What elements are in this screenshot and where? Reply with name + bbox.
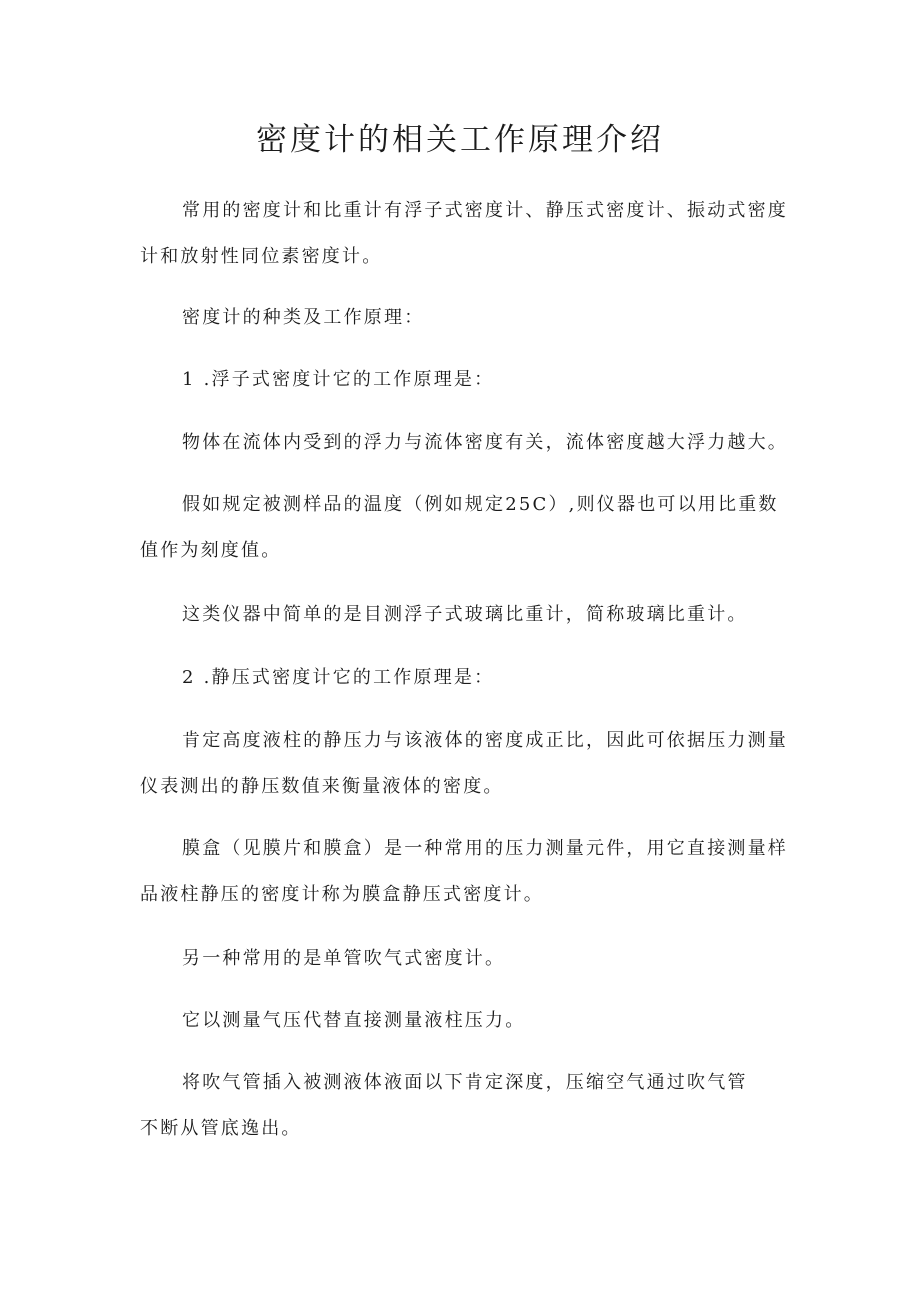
- paragraph-temperature: 假如规定被测样品的温度（例如规定25C）,则仪器也可以用比重数值作为刻度值。: [140, 494, 779, 561]
- paragraph-glass-hydrometer: 这类仪器中简单的是目测浮子式玻璃比重计，简称玻璃比重计。: [182, 604, 748, 625]
- paragraph-types-heading: 密度计的种类及工作原理：: [182, 307, 425, 328]
- paragraph-air-pressure: 它以测量气压代替直接测量液柱压力。: [182, 1010, 526, 1031]
- paragraph-bubbler: 另一种常用的是单管吹气式密度计。: [182, 948, 506, 969]
- paragraph-blow-pipe: 将吹气管插入被测液体液面以下肯定深度，压缩空气通过吹气管不断从管底逸出。: [140, 1072, 748, 1139]
- paragraph-static-pressure: 肯定高度液柱的静压力与该液体的密度成正比，因此可依据压力测量仪表测出的静压数值来衡量液体的密度。: [140, 730, 788, 797]
- document-title: 密度计的相关工作原理介绍: [256, 122, 664, 158]
- paragraph-diaphragm-box: 膜盒（见膜片和膜盒）是一种常用的压力测量元件，用它直接测量样品液柱静压的密度计称为膜盒静压式密度计。: [140, 838, 788, 905]
- paragraph-intro: 常用的密度计和比重计有浮子式密度计、静压式密度计、振动式密度计和放射性同位素密度计。: [140, 200, 788, 267]
- paragraph-section-2-heading: 2 .静压式密度计它的工作原理是：: [182, 667, 495, 688]
- paragraph-buoyancy: 物体在流体内受到的浮力与流体密度有关，流体密度越大浮力越大。: [182, 432, 788, 453]
- paragraph-section-1-heading: 1 .浮子式密度计它的工作原理是：: [182, 369, 495, 390]
